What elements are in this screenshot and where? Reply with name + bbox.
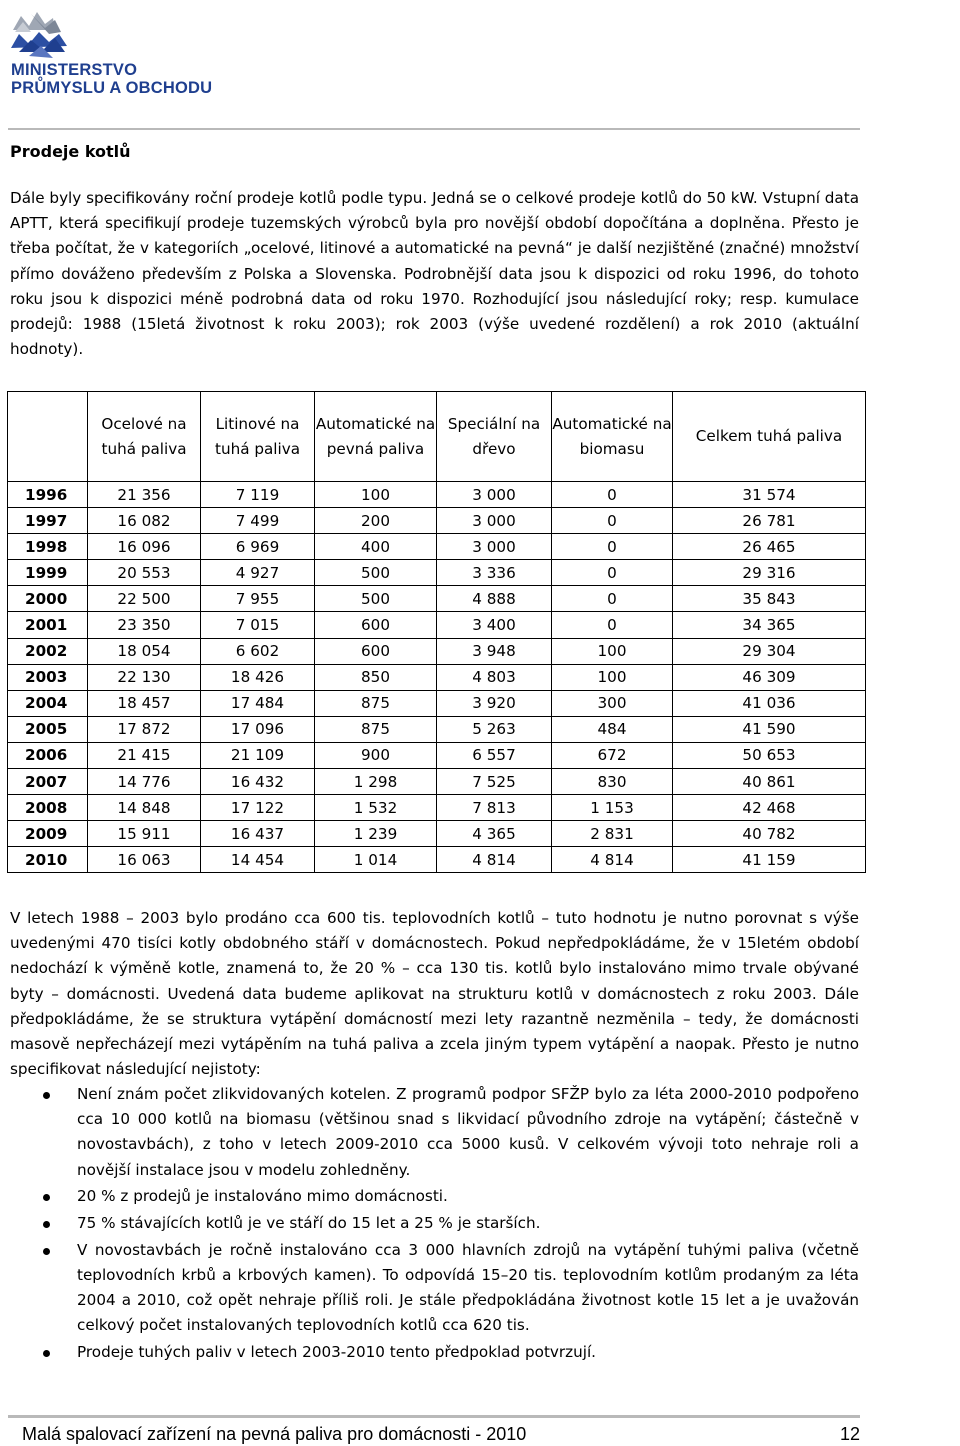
- table-cell: 16 096: [88, 534, 201, 560]
- page-number: 12: [839, 1424, 860, 1444]
- table-cell: 21 109: [201, 742, 315, 768]
- table-cell: 17 872: [88, 716, 201, 742]
- table-cell: 6 969: [201, 534, 315, 560]
- list-item: [10, 1184, 859, 1209]
- table-cell: 22 130: [88, 664, 201, 690]
- list-item-text: Prodeje tuhých paliv v letech 2003-2010 tento předpoklad potvrzují.: [77, 1343, 596, 1362]
- table-row: [8, 769, 866, 795]
- table-cell: 0: [552, 560, 673, 586]
- table-cell: 875: [315, 690, 437, 716]
- table-cell: 7 525: [437, 769, 552, 795]
- table-header-cell: Automatické na biomasu: [552, 392, 673, 482]
- table-cell: 18 457: [88, 690, 201, 716]
- table-row: [8, 664, 866, 690]
- table-cell: 16 432: [201, 769, 315, 795]
- table-cell: 1 153: [552, 795, 673, 821]
- table-cell: 16 437: [201, 821, 315, 847]
- table-cell: 0: [552, 586, 673, 612]
- table-cell: 31 574: [673, 482, 866, 508]
- table-cell: 500: [315, 560, 437, 586]
- table-cell: 46 309: [673, 664, 866, 690]
- table-cell: 18 054: [88, 638, 201, 664]
- table-cell: 1 532: [315, 795, 437, 821]
- table-row: [8, 847, 866, 873]
- table-cell: 41 159: [673, 847, 866, 873]
- table-cell: 484: [552, 716, 673, 742]
- table-cell: 600: [315, 612, 437, 638]
- table-cell: 3 336: [437, 560, 552, 586]
- table-cell: 100: [315, 482, 437, 508]
- table-cell: 16 082: [88, 508, 201, 534]
- year-cell: 2008: [8, 795, 88, 821]
- year-cell: 2010: [8, 847, 88, 873]
- table-cell: 14 776: [88, 769, 201, 795]
- table-cell: 42 468: [673, 795, 866, 821]
- table-row: [8, 612, 866, 638]
- table-cell: 0: [552, 508, 673, 534]
- list-item: [10, 1211, 859, 1236]
- table-cell: 40 861: [673, 769, 866, 795]
- table-cell: 1 014: [315, 847, 437, 873]
- table-cell: 5 263: [437, 716, 552, 742]
- table-cell: 4 814: [437, 847, 552, 873]
- table-cell: 850: [315, 664, 437, 690]
- table-cell: 7 119: [201, 482, 315, 508]
- table-row: [8, 742, 866, 768]
- table-cell: 18 426: [201, 664, 315, 690]
- table-cell: 17 122: [201, 795, 315, 821]
- table-row: [8, 482, 866, 508]
- table-cell: 50 653: [673, 742, 866, 768]
- table-cell: 23 350: [88, 612, 201, 638]
- table-cell: 22 500: [88, 586, 201, 612]
- year-cell: 1997: [8, 508, 88, 534]
- year-cell: 1999: [8, 560, 88, 586]
- table-cell: 21 415: [88, 742, 201, 768]
- table-body: [8, 482, 866, 873]
- intro-paragraph: Dále byly specifikovány roční prodeje kotlů podle typu. Jedná se o celkové prodeje kotlů do 50 kW. Vstupní data APTT, která specifikují prodeje tuzemských výrobců byla pro novější období dopočítána a doplněna. Přesto je třeba počítat, že v kategoriích „ocelové, litinové a automatické na pevná“ je další nezjištěné (značné) množství přímo dováženo především z Polska a Slovenska. Podrobnější data jsou k dispozici od roku 1996, do tohoto roku jsou k dispozici méně podrobná data od roku 1970. Rozhodující jsou následující roky; resp. kumulace prodejů: 1988 (15letá životnost k roku 2003); rok 2003 (výše uvedené rozdělení) a rok 2010 (aktuální hodnoty).: [10, 189, 859, 359]
- table-row: [8, 586, 866, 612]
- table-cell: 0: [552, 612, 673, 638]
- table-cell: 1 239: [315, 821, 437, 847]
- table-row: [8, 690, 866, 716]
- table-header-row: [8, 392, 866, 482]
- table-row: [8, 560, 866, 586]
- table-cell: 6 557: [437, 742, 552, 768]
- table-cell: 830: [552, 769, 673, 795]
- table-cell: 41 036: [673, 690, 866, 716]
- table-cell: 4 888: [437, 586, 552, 612]
- year-cell: 1998: [8, 534, 88, 560]
- table-cell: 3 000: [437, 508, 552, 534]
- table-row: [8, 638, 866, 664]
- table-cell: 600: [315, 638, 437, 664]
- year-cell: 2003: [8, 664, 88, 690]
- table-cell: 6 602: [201, 638, 315, 664]
- table-header-cell: Litinové na tuhá paliva: [201, 392, 315, 482]
- table-cell: 3 400: [437, 612, 552, 638]
- table-cell: 2 831: [552, 821, 673, 847]
- table-cell: 3 000: [437, 482, 552, 508]
- list-item: [10, 1340, 859, 1365]
- table-cell: 7 015: [201, 612, 315, 638]
- year-cell: 2005: [8, 716, 88, 742]
- bullet-icon: [43, 1248, 50, 1255]
- table-row: [8, 821, 866, 847]
- table-cell: 0: [552, 534, 673, 560]
- table-cell: 875: [315, 716, 437, 742]
- table-cell: 100: [552, 664, 673, 690]
- table-cell: 7 955: [201, 586, 315, 612]
- list-item-text: V novostavbách je ročně instalováno cca 3 000 hlavních zdrojů na vytápění tuhými paliva (včetně teplovodních krbů a krbových kamen). To odpovídá 15–20 tis. teplovodním kotlům prodaným za léta 2004 a 2010, což opět nehraje příliš roli. Je stále předpokládána životnost kotle 15 let a je uvažován celkový počet instalovaných teplovodních kotlů cca 620 tis.: [77, 1240, 859, 1335]
- footer-divider: [8, 1415, 860, 1418]
- boiler-sales-table: [7, 391, 866, 873]
- list-item-text: Není znám počet zlikvidovaných kotelen. Z programů podpor SFŽP bylo za léta 2000-2010 podpořeno cca 10 000 kotlů na biomasu (většinou snad s likvidací původního zdroje na vytápění; částečně v novostavbách), z toho v letech 2009-2010 cca 5000 kusů. V celkovém vývoji toto nehraje roli a novější instalace jsou v modelu zohledněny.: [77, 1085, 859, 1179]
- table-cell: 40 782: [673, 821, 866, 847]
- table-cell: 29 316: [673, 560, 866, 586]
- table-cell: 7 499: [201, 508, 315, 534]
- year-cell: 2001: [8, 612, 88, 638]
- table-cell: 41 590: [673, 716, 866, 742]
- section-heading: Prodeje kotlů: [10, 142, 131, 161]
- logo-text-line-1: MINISTERSTVO: [11, 61, 138, 79]
- table-cell: 16 063: [88, 847, 201, 873]
- table-cell: 100: [552, 638, 673, 664]
- table-cell: 15 911: [88, 821, 201, 847]
- year-cell: 2000: [8, 586, 88, 612]
- table-header-cell: [8, 392, 88, 482]
- bullet-icon: [43, 1194, 50, 1201]
- table-row: [8, 534, 866, 560]
- ministry-logo: [9, 4, 213, 100]
- list-item-text: 75 % stávajících kotlů je ve stáří do 15 let a 25 % je starších.: [77, 1214, 541, 1233]
- analysis-paragraph: V letech 1988 – 2003 bylo prodáno cca 600 tis. teplovodních kotlů – tuto hodnotu je nutno porovnat s výše uvedenými 470 tisíci kotly obdobného stáří v domácnostech. Pokud nepředpokládáme, že v 15letém období nedochází k výměně kotle, znamená to, že 20 % – cca 130 tis. kotlů bylo instalováno mimo trvale obývané byty – domácnosti. Uvedená data budeme aplikovat na strukturu kotlů v domácnostech z roku 2003. Dále předpokládáme, že se struktura vytápění domácností mezi lety razantně nezměnila – tedy, že domácnosti masově nepřecházejí mezi vytápěním na tuhá paliva a zcela jiným typem vytápění a naopak. Přesto je nutno specifikovat následující nejistoty:: [10, 909, 859, 1079]
- list-item-text: 20 % z prodejů je instalováno mimo domácnosti.: [77, 1187, 448, 1206]
- table-row: [8, 795, 866, 821]
- table-header-cell: Celkem tuhá paliva: [673, 392, 866, 482]
- bullet-icon: [43, 1092, 50, 1099]
- logo-text-line-2: PRŮMYSLU A OBCHODU: [11, 79, 213, 97]
- year-cell: 2007: [8, 769, 88, 795]
- table-cell: 672: [552, 742, 673, 768]
- bullet-icon: [43, 1221, 50, 1228]
- table-cell: 200: [315, 508, 437, 534]
- year-cell: 2009: [8, 821, 88, 847]
- year-cell: 2006: [8, 742, 88, 768]
- ministry-emblem-icon: [9, 4, 71, 62]
- table-cell: 7 813: [437, 795, 552, 821]
- table-cell: 4 927: [201, 560, 315, 586]
- table-cell: 34 365: [673, 612, 866, 638]
- table-cell: 20 553: [88, 560, 201, 586]
- table-cell: 0: [552, 482, 673, 508]
- table-cell: 3 920: [437, 690, 552, 716]
- table-cell: 29 304: [673, 638, 866, 664]
- footer-title: Malá spalovací zařízení na pevná paliva pro domácnosti - 2010: [22, 1424, 527, 1444]
- table-cell: 3 000: [437, 534, 552, 560]
- table-cell: 400: [315, 534, 437, 560]
- table-cell: 4 365: [437, 821, 552, 847]
- table-cell: 14 848: [88, 795, 201, 821]
- bullet-icon: [43, 1350, 50, 1357]
- table-cell: 300: [552, 690, 673, 716]
- table-cell: 35 843: [673, 586, 866, 612]
- table-row: [8, 508, 866, 534]
- uncertainties-list: [10, 1082, 859, 1367]
- table-cell: 4 814: [552, 847, 673, 873]
- year-cell: 1996: [8, 482, 88, 508]
- table-cell: 14 454: [201, 847, 315, 873]
- table-header-cell: Ocelové na tuhá paliva: [88, 392, 201, 482]
- table-cell: 4 803: [437, 664, 552, 690]
- year-cell: 2002: [8, 638, 88, 664]
- table-cell: 21 356: [88, 482, 201, 508]
- table-cell: 26 781: [673, 508, 866, 534]
- table-cell: 26 465: [673, 534, 866, 560]
- year-cell: 2004: [8, 690, 88, 716]
- table-cell: 900: [315, 742, 437, 768]
- table-cell: 17 484: [201, 690, 315, 716]
- table-cell: 1 298: [315, 769, 437, 795]
- list-item: [10, 1238, 859, 1339]
- table-cell: 500: [315, 586, 437, 612]
- table-cell: 17 096: [201, 716, 315, 742]
- table-header-cell: Speciální na dřevo: [437, 392, 552, 482]
- table-header-cell: Automatické na pevná paliva: [315, 392, 437, 482]
- header-divider: [8, 128, 860, 130]
- table-row: [8, 716, 866, 742]
- list-item: [10, 1082, 859, 1183]
- table-cell: 3 948: [437, 638, 552, 664]
